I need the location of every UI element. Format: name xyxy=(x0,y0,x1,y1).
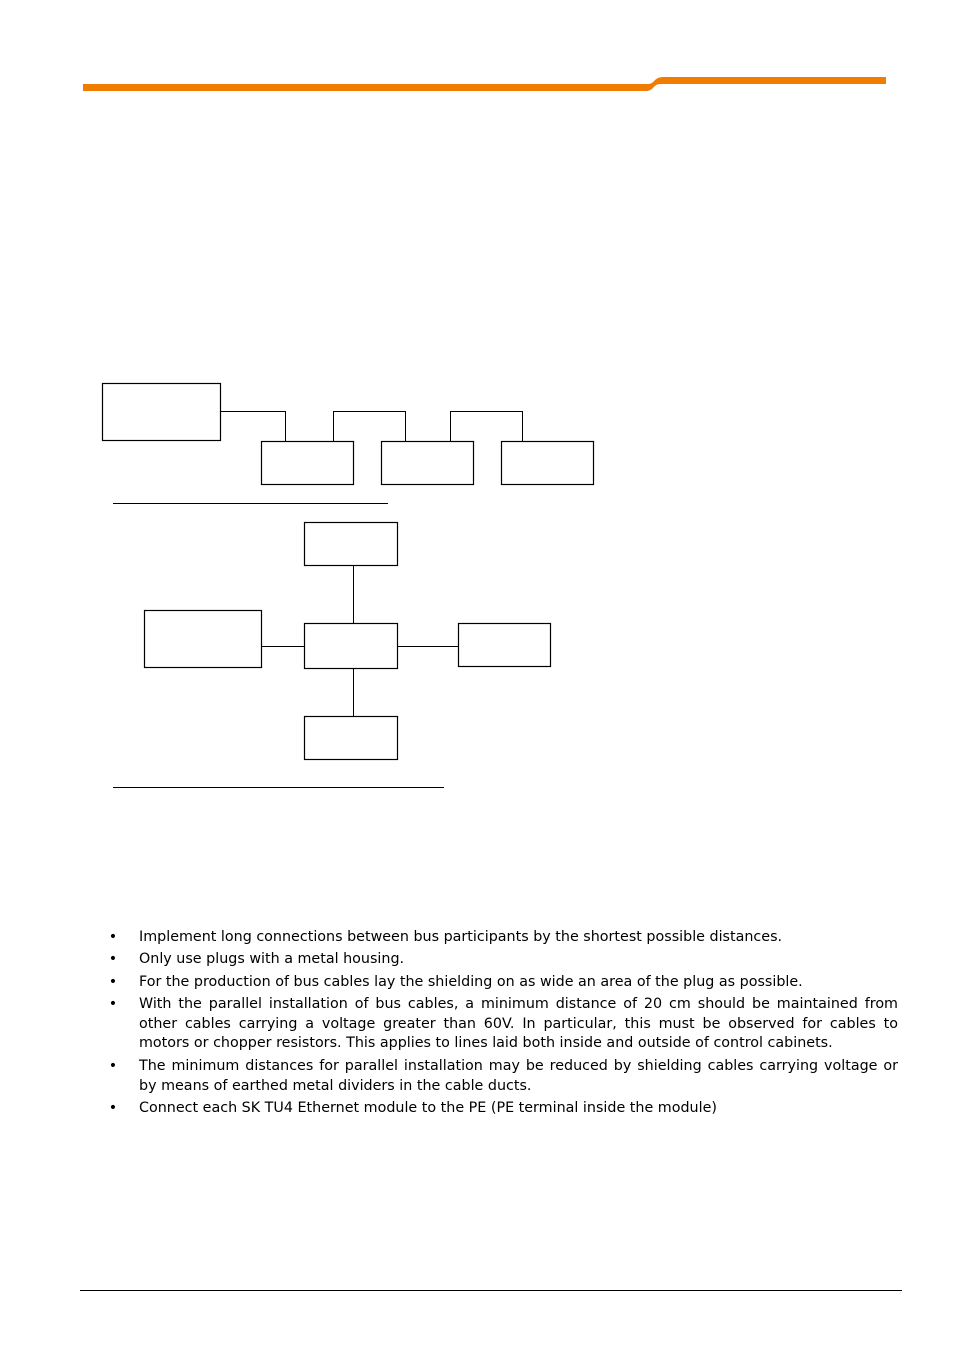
line-master-box xyxy=(103,384,221,441)
line-connector-1 xyxy=(221,412,286,442)
star-bottom-box xyxy=(305,717,398,760)
list-item-text: The minimum distances for parallel installation may be reduced by shielding cables carrying voltage or by means of earthed metal dividers in the cable ducts. xyxy=(139,1057,898,1094)
star-switch-box xyxy=(305,624,398,669)
star-top-box xyxy=(305,523,398,566)
list-item xyxy=(108,1099,898,1119)
line-connector-3 xyxy=(451,412,523,442)
bullet-icon: • xyxy=(108,929,118,945)
list-item xyxy=(108,973,898,993)
installation-guidelines-list xyxy=(108,928,898,1121)
line-topology-diagram xyxy=(103,384,594,504)
line-node-box-3 xyxy=(502,442,594,485)
list-item xyxy=(108,1057,898,1097)
list-item-text: With the parallel installation of bus cables, a minimum distance of 20 cm should be maintained from other cables carrying a voltage greater than 60V. In particular, this must be observed for cables to motors or chopper resistors. This applies to lines laid both inside and outside of control cabinets. xyxy=(139,995,898,1052)
list-item-text: Only use plugs with a metal housing. xyxy=(139,951,405,968)
line-node-box-1 xyxy=(262,442,354,485)
bullet-icon: • xyxy=(108,973,118,990)
list-item-text: Connect each SK TU4 Ethernet module to the PE (PE terminal inside the module) xyxy=(139,1099,717,1116)
line-connector-2 xyxy=(334,412,406,442)
list-item xyxy=(108,950,898,970)
list-item xyxy=(108,928,898,948)
line-node-box-2 xyxy=(382,442,474,485)
bullet-icon: • xyxy=(108,995,118,1012)
footer-divider xyxy=(80,1290,902,1291)
list-item xyxy=(108,995,898,1054)
star-topology-diagram xyxy=(113,523,551,788)
bullet-icon: • xyxy=(108,951,118,968)
star-right-box xyxy=(459,624,551,667)
bullet-icon: • xyxy=(108,1057,118,1074)
list-item-text: Implement long connections between bus participants by the shortest possible distances. xyxy=(139,929,783,945)
list-item-text: For the production of bus cables lay the shielding on as wide an area of the plug as possible. xyxy=(139,973,803,990)
bullet-icon: • xyxy=(108,1099,118,1116)
star-master-box xyxy=(145,611,262,668)
